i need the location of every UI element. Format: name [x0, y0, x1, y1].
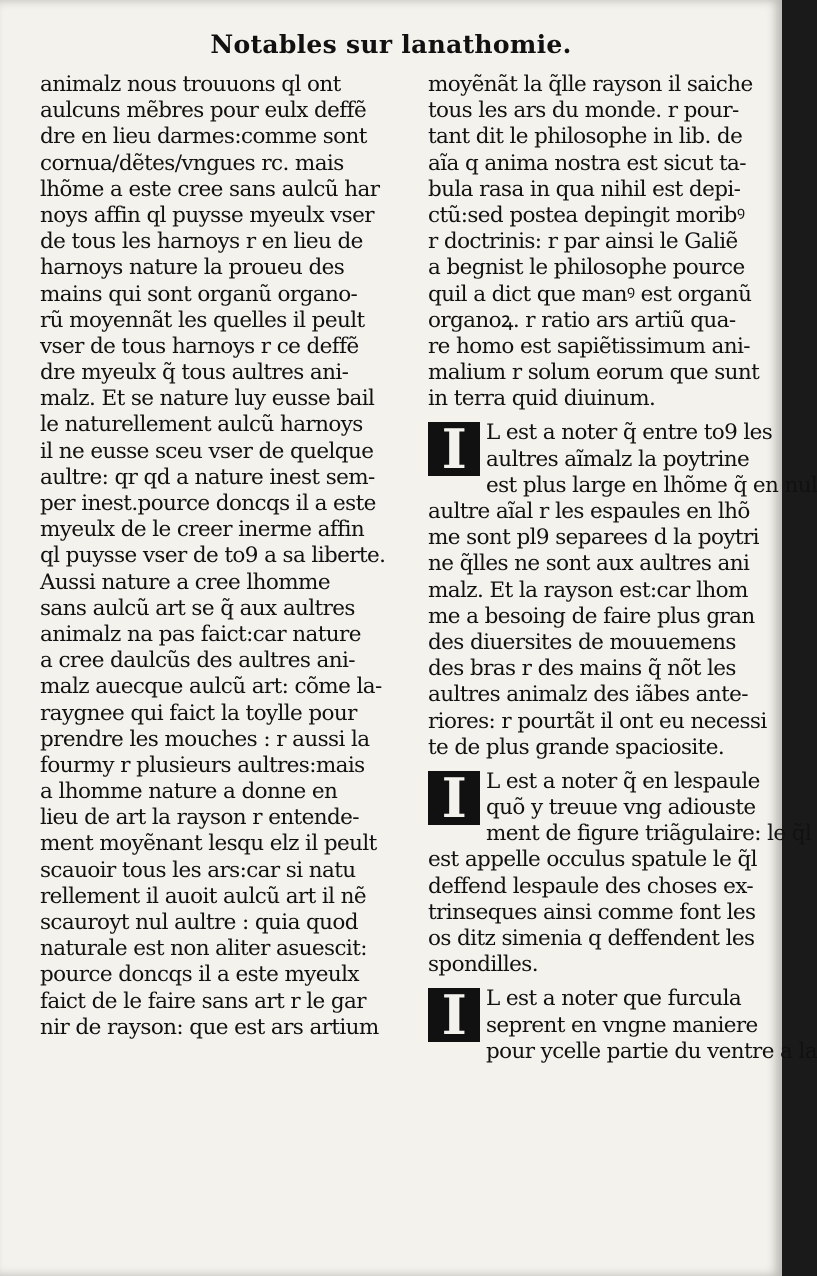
- text-line: rũ moyennãt les quelles il peult: [40, 307, 365, 333]
- text-line: aĩa q anima nostra est sicut ta-: [428, 150, 746, 176]
- text-line: bula rasa in qua nihil est depi-: [428, 176, 741, 202]
- left-column: [40, 72, 410, 1041]
- running-head: Notables sur lanathomie.: [210, 30, 572, 59]
- text-line: a cree daulcũs des aultres ani-: [40, 648, 355, 674]
- text-line: est plus large en lhõme q̃ en nul: [486, 472, 817, 498]
- paragraph-3: [428, 983, 817, 1065]
- paragraph-1: [428, 417, 817, 760]
- text-line: faict de le faire sans art r le gar: [40, 988, 366, 1014]
- text-line: ment de figure triãgulaire: le q̃l: [486, 821, 812, 847]
- text-line: aultre aĩal r les espaules en lhõ: [428, 499, 750, 524]
- text-line: naturale est non aliter asuescit:: [40, 936, 367, 962]
- text-line: a lhomme nature a donne en: [40, 779, 338, 805]
- right-column: [428, 72, 817, 1065]
- text-line: pour ycelle partie du ventre a la: [486, 1038, 817, 1064]
- text-line: in terra quid diuinum.: [428, 386, 656, 412]
- text-line: nir de rayson: que est ars artium: [40, 1014, 379, 1040]
- text-line: animalz na pas faict:car nature: [40, 621, 361, 647]
- paragraph-spacer: [428, 761, 778, 769]
- paragraph-spacer: [428, 978, 778, 986]
- text-line: sans aulcũ art se q̃ aux aultres: [40, 595, 355, 621]
- text-line: os ditz simenia q deffendent les: [428, 926, 755, 951]
- text-line: aultre: qr qd a nature inest sem-: [40, 464, 375, 490]
- text-line: quõ y treuue vng adiouste: [486, 795, 756, 821]
- text-line: L est a noter q̃ entre to9 les: [486, 420, 773, 446]
- text-line: me sont pl9 separees d la poytri: [428, 525, 759, 551]
- text-line: myeulx de le creer inerme affin: [40, 517, 365, 543]
- text-line: aultres animalz des iãbes ante-: [428, 682, 748, 708]
- text-line: spondilles.: [428, 952, 538, 978]
- text-line: organoꝝ. r ratio ars artiũ qua-: [428, 307, 736, 333]
- text-line: lieu de art la rayson r entende-: [40, 805, 359, 831]
- text-line: a begnist le philosophe pource: [428, 255, 745, 281]
- text-line: raygnee qui faict la toylle pour: [40, 700, 357, 726]
- text-line: te de plus grande spaciosite.: [428, 734, 725, 760]
- paragraph-spacer: [428, 412, 778, 420]
- text-line: pource doncqs il a este myeulx: [40, 962, 359, 988]
- text-line: de tous les harnoys r en lieu de: [40, 229, 363, 255]
- text-line: scauoir tous les ars:car si natu: [40, 857, 356, 883]
- text-line: malium r solum eorum que sunt: [428, 360, 760, 386]
- text-line: ctũ:sed postea depingit moribꝰ: [428, 202, 745, 228]
- text-line: prendre les mouches : r aussi la: [40, 726, 370, 752]
- paragraph-2-text: [428, 768, 812, 979]
- text-line: quil a dict que manꝰ est organũ: [428, 281, 752, 307]
- text-line: ql puysse vser de to9 a sa liberte.: [40, 543, 386, 569]
- drop-cap: I: [428, 771, 480, 825]
- text-line: cornua/dẽtes/vngues rc. mais: [40, 150, 344, 176]
- text-line: aultres aĩmalz la poytrine: [486, 446, 750, 472]
- text-line: vser de tous harnoys r ce deffẽ: [40, 333, 359, 359]
- text-line: per inest.pource doncqs il a este: [40, 491, 376, 516]
- text-line: est appelle occulus spatule le q̃l: [428, 847, 757, 873]
- text-line: deffend lespaule des choses ex-: [428, 873, 754, 899]
- text-line: Aussi nature a cree lhomme: [40, 569, 330, 595]
- text-line: malz. Et se nature luy eusse bail: [40, 386, 375, 412]
- text-line: noys affin ql puysse myeulx vser: [40, 202, 374, 228]
- right-column-intro: [428, 72, 778, 412]
- text-line: L est a noter q̃ en lespaule: [486, 768, 760, 794]
- paragraph-3-text: [428, 986, 817, 1065]
- text-line: rellement il auoit aulcũ art il nẽ: [40, 883, 367, 909]
- drop-cap: I: [428, 988, 480, 1042]
- text-line: dre en lieu darmes:comme sont: [40, 124, 367, 150]
- drop-cap: I: [428, 422, 480, 476]
- text-line: des diuersites de mouuemens: [428, 629, 736, 655]
- text-line: me a besoing de faire plus gran: [428, 603, 755, 629]
- paragraph-1-text: [428, 420, 817, 760]
- paragraph-2: [428, 765, 812, 979]
- text-line: re homo est sapiẽtissimum ani-: [428, 333, 750, 359]
- text-line: tant dit le philosophe in lib. de: [428, 124, 743, 150]
- text-line: trinseques ainsi comme font les: [428, 899, 756, 925]
- text-line: il ne eusse sceu vser de quelque: [40, 438, 374, 464]
- text-line: animalz nous trouuons ql ont: [40, 72, 341, 97]
- text-line: tous les ars du monde. r pour-: [428, 98, 739, 124]
- text-line: lhõme a este cree sans aulcũ har: [40, 176, 380, 202]
- text-line: L est a noter que furcula: [486, 986, 742, 1012]
- text-line: aulcuns mẽbres pour eulx deffẽ: [40, 98, 367, 124]
- text-line: scauroyt nul aultre : quia quod: [40, 910, 358, 935]
- text-line: r doctrinis: r par ainsi le Galiẽ: [428, 229, 738, 255]
- text-line: malz. Et la rayson est:car lhom: [428, 577, 748, 603]
- text-line: ment moyẽnant lesqu elz il peult: [40, 831, 377, 857]
- text-line: seprent en vngne maniere: [486, 1012, 758, 1038]
- text-line: des bras r des mains q̃ nõt les: [428, 656, 736, 682]
- text-line: harnoys nature la proueu des: [40, 255, 345, 281]
- text-line: ne q̃lles ne sont aux aultres ani: [428, 551, 750, 577]
- text-line: malz auecque aulcũ art: cõme la-: [40, 674, 382, 700]
- text-line: dre myeulx q̃ tous aultres ani-: [40, 360, 349, 386]
- text-line: moyẽnãt la q̃lle rayson il saiche: [428, 72, 753, 97]
- text-line: le naturellement aulcũ harnoys: [40, 412, 363, 438]
- text-line: mains qui sont organũ organo-: [40, 281, 358, 307]
- text-line: fourmy r plusieurs aultres:mais: [40, 752, 365, 778]
- text-line: riores: r pourtãt il ont eu necessi: [428, 708, 767, 734]
